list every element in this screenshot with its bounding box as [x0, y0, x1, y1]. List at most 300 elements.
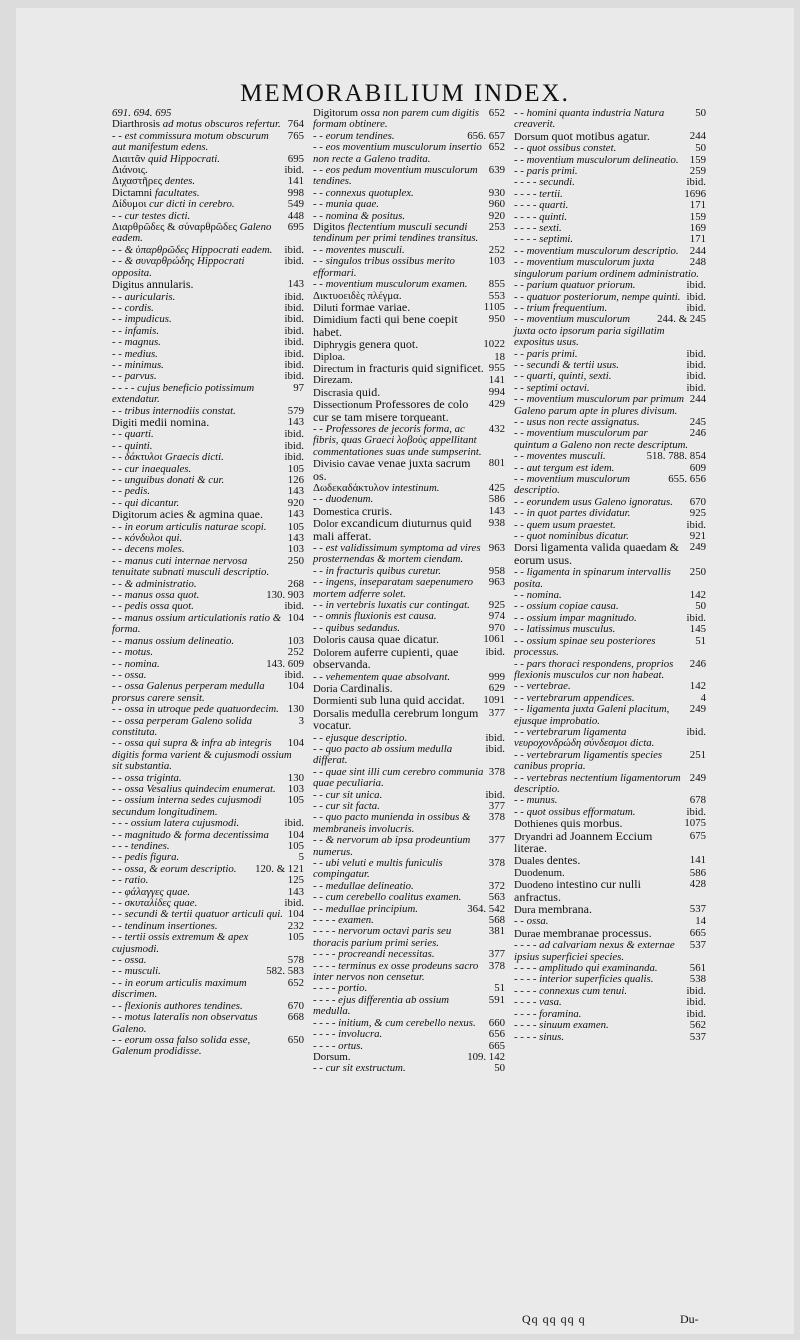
page-ref: 251: [689, 748, 706, 761]
page-ref: ibid.: [284, 600, 304, 613]
page-ref: 143: [488, 504, 505, 517]
index-headword: Δικτυοειδὲς πλέγμα.: [313, 289, 402, 302]
page-ref: ibid.: [284, 370, 304, 383]
index-text: - - - - amplitudo qui examinanda.: [514, 962, 658, 975]
index-text: medii nomina.: [139, 414, 210, 429]
page-ref: ibid.: [284, 336, 304, 349]
index-headword: Discrasia: [313, 386, 356, 399]
index-entry: [313, 375, 505, 386]
index-text: - - secundi & tertii usus.: [514, 358, 619, 371]
page-ref: ibid.: [485, 645, 505, 658]
page-ref: 364. 542: [467, 902, 505, 915]
page-ref: 141: [287, 175, 304, 188]
index-text: - - est commissura motum obscurum aut manifestum edens.: [112, 129, 269, 154]
index-text: - - ossium impar magnitudo.: [514, 611, 637, 624]
page-ref: 801: [488, 457, 505, 470]
index-text: - - paris primi.: [514, 165, 578, 178]
index-text: - - omnis fluxionis est causa.: [313, 610, 437, 623]
page-ref: 652: [287, 976, 304, 989]
page-ref: ibid.: [284, 451, 304, 464]
page-ref: 429: [488, 398, 505, 411]
index-text: - - - - portio.: [313, 982, 368, 995]
page-ref: 998: [287, 186, 304, 199]
index-text: - - eos pedum moventium musculorum tendines.: [313, 164, 478, 188]
page-ref: 432: [488, 422, 505, 435]
index-entry: [514, 704, 706, 727]
index-text: - - ratio.: [112, 874, 149, 887]
index-text: membrana.: [538, 902, 592, 917]
index-text: membranae processus.: [543, 925, 652, 940]
index-text: - - - - ad calvariam nexus & externae ipsius superficiei species.: [514, 939, 675, 963]
index-text: - - medullae principium.: [313, 902, 418, 915]
index-text: - - - - initium, & cum cerebello nexus.: [313, 1016, 476, 1029]
page-ref: 578: [287, 954, 304, 967]
index-headword: Διχαστῆρες: [112, 175, 165, 188]
index-headword: Diluti: [313, 301, 341, 314]
index-text: - - connexus quotuplex.: [313, 186, 414, 199]
index-text: - - - - vasa.: [514, 996, 562, 1009]
page-ref: 652: [488, 141, 505, 154]
page-ref: 855: [488, 278, 505, 291]
index-text: - - ossa triginta.: [112, 771, 182, 784]
index-entry: [313, 858, 505, 881]
index-text: - - - - involucra.: [313, 1028, 383, 1041]
index-text: - - ligamenta juxta Galeni placitum, ejusque improbatio.: [514, 703, 670, 727]
page-ref: 549: [287, 198, 304, 211]
index-text: quis morbus.: [560, 816, 623, 831]
index-text: - - moventium musculorum juxta octo ipsorum paria sigillatim expositus usus.: [514, 313, 665, 349]
index-headword: Domestica: [313, 505, 362, 518]
page-ref: 143: [287, 415, 304, 428]
index-text: - - - - connexus cum tenui.: [514, 984, 628, 997]
page-ref: 1061: [483, 633, 505, 646]
index-headword: Divisio: [313, 458, 348, 471]
index-text: - - est validissimum symptoma ad vires prosternendas & mortem ciendam.: [313, 542, 481, 566]
index-entry: [514, 428, 706, 451]
page-ref: ibid.: [284, 164, 304, 177]
page-ref: 145: [689, 623, 706, 636]
index-text: - - - ossium latera cujusmodi.: [112, 817, 240, 830]
index-text: ad Joannem Eccium literae.: [514, 828, 653, 855]
index-text: - - - - procreandi necessitas.: [313, 948, 435, 961]
page-ref: 655. 656: [668, 473, 706, 485]
index-text: - - - - tertii.: [514, 187, 563, 200]
page-ref: ibid.: [686, 358, 706, 371]
index-text: - - - - interior superficies qualis.: [514, 973, 654, 986]
index-entry: [313, 399, 505, 424]
index-entry: [112, 932, 304, 955]
index-headword: Dorsum.: [313, 1050, 351, 1063]
page-ref: 1022: [483, 338, 505, 351]
index-text: - - decens moles.: [112, 543, 185, 556]
index-text: - - ligamenta in spinarum intervallis posita.: [514, 566, 671, 590]
index-text: intestino cur nulli anfractus.: [514, 877, 641, 904]
index-text: - - flexionis authores tendines.: [112, 999, 243, 1012]
index-text: - - & nervorum ab ipsa prodeuntium numerus.: [313, 834, 471, 858]
index-text: - - vehementem quae absolvant.: [313, 670, 451, 683]
page-ref: 253: [488, 221, 505, 234]
index-entry: [514, 567, 706, 590]
index-text: - - - - foramina.: [514, 1007, 582, 1020]
page-ref: 938: [488, 517, 505, 530]
page-ref: ibid.: [284, 324, 304, 337]
page-ref: ibid.: [686, 347, 706, 360]
index-text: - - impudicus.: [112, 313, 172, 326]
index-text: acies & agmina quae.: [159, 507, 263, 522]
index-text: - - nomina & positus.: [313, 209, 406, 222]
index-entry: [514, 1032, 706, 1043]
page-ref: 50: [494, 1062, 505, 1075]
page-ref: 50: [695, 142, 706, 155]
page-ref: ibid.: [686, 381, 706, 394]
index-text: - - parvus.: [112, 370, 157, 383]
page-ref: 104: [287, 828, 304, 841]
page-ref: 130: [287, 703, 304, 716]
index-text: - - eorundem usus Galeno ignoratus.: [514, 495, 673, 508]
page-ref: 120. & 121: [255, 862, 304, 875]
page-ref: 678: [689, 794, 706, 807]
index-text: - - ossa in utroque pede quatuordecim.: [112, 703, 279, 716]
index-text: flectentium musculi secundi tendinum per primi tendines transitus.: [313, 221, 479, 245]
page-ref: 142: [689, 589, 706, 602]
index-text: - - eos moventium musculorum insertio non recte a Galeno tradita.: [313, 141, 482, 165]
index-entry: [313, 1063, 505, 1074]
index-text: - - - - sinus.: [514, 1030, 565, 1043]
index-text: - - ubi veluti e multis funiculis compingatur.: [313, 857, 443, 881]
page-ref: 537: [689, 1030, 706, 1043]
index-text: auferre cupienti, quae observanda.: [313, 644, 459, 672]
index-headword: Διαρθρῶδες & σύναρθρῶδες: [112, 221, 240, 234]
index-text: - - moventium musculorum delineatio.: [514, 153, 679, 166]
page-ref: 104: [287, 908, 304, 921]
index-headword: Dimidium: [313, 314, 361, 327]
index-text: - - motus lateralis non observatus Galeno.: [112, 1011, 258, 1035]
index-text: - - secundi & tertii quatuor articuli qui.: [112, 908, 283, 921]
index-headword: Dorsi: [514, 542, 541, 555]
index-entry: [514, 879, 706, 904]
index-text: - - homini quanta industria Natura creaverit.: [514, 107, 665, 131]
index-text: - - - - quinti.: [514, 210, 568, 223]
page-ref: 660: [488, 1016, 505, 1029]
index-text: - - cum cerebello coalitus examen.: [313, 891, 462, 904]
page-ref: 171: [689, 199, 706, 212]
index-text: sub luna quid accidat.: [360, 693, 465, 708]
index-text: - - - - nervorum octavi paris seu thoracis parium primi series.: [313, 925, 452, 949]
index-text: quid Hippocrati.: [148, 152, 220, 165]
index-text: in fracturis quid significet.: [356, 360, 484, 375]
index-text: - - motus.: [112, 646, 154, 659]
index-text: - - ossium interna sedes cujusmodi secundum longitudinem.: [112, 794, 262, 818]
index-headword: Dorsalis: [313, 707, 352, 720]
index-headword: Dryandri: [514, 830, 556, 843]
page-ref: 105: [287, 931, 304, 944]
index-entry: [514, 108, 706, 131]
page-ref: 252: [488, 243, 505, 256]
index-text: - - ossa.: [112, 954, 147, 967]
page-ref: 582. 583: [266, 965, 304, 978]
index-text: - - infamis.: [112, 324, 160, 337]
index-text: - - musculi.: [112, 965, 161, 978]
index-column-2: [313, 108, 505, 1075]
index-headword: Digitus: [112, 279, 147, 292]
index-headword: Digiti: [112, 416, 140, 429]
index-entry: [313, 222, 505, 245]
index-text: - - - - terminus ex osse prodeuns sacro inter nervos non censetur.: [313, 959, 479, 984]
page-ref: 126: [287, 474, 304, 486]
index-entry: [112, 978, 304, 1001]
index-entry: [313, 644, 505, 672]
page-ref: 378: [488, 765, 505, 778]
index-text: - - - tendines.: [112, 840, 170, 852]
index-entry: [313, 458, 505, 483]
index-entry: [112, 1012, 304, 1035]
page-ref: 378: [488, 811, 505, 824]
page-ref: ibid.: [686, 805, 706, 818]
index-entry: [313, 705, 505, 733]
index-entry: [112, 222, 304, 245]
page-ref: 609: [689, 461, 706, 474]
page-ref: 561: [689, 962, 706, 975]
index-text: - - - - ortus.: [313, 1039, 364, 1052]
page-ref: ibid.: [485, 731, 505, 744]
index-entry: [514, 940, 706, 963]
index-text: ligamenta valida quaedam & eorum usus.: [514, 540, 679, 567]
page-ref: ibid.: [284, 358, 304, 371]
page-ref: 125: [287, 874, 304, 887]
index-text: - - nomina.: [514, 589, 562, 602]
index-text: - - ossa perperam Galeno solida constituta.: [112, 714, 253, 738]
index-headword: Doloris: [313, 634, 349, 647]
index-entry: [112, 556, 304, 579]
index-text: dentes.: [546, 853, 581, 868]
index-text: - - latissimus musculus.: [514, 623, 616, 636]
index-text: - - usus non recte assignatus.: [514, 415, 640, 428]
index-text: - - - - ejus differentia ab ossium medulla.: [313, 993, 450, 1018]
page-ref: 1091: [483, 694, 505, 707]
index-text: - - manus ossium delineatio.: [112, 634, 235, 647]
page-ref: 109. 142: [467, 1050, 505, 1063]
page-ref: 970: [488, 621, 505, 634]
page-ref: 105: [287, 840, 304, 852]
index-headword: Διάνοις.: [112, 164, 148, 177]
page-ref: 764: [287, 118, 304, 131]
page-ref: 248: [689, 256, 706, 269]
index-headword: Directum: [313, 362, 357, 375]
index-headword: Δίδυμοι: [112, 198, 150, 211]
index-text: intestinum.: [391, 482, 440, 494]
page-ref: 656. 657: [467, 129, 505, 142]
page-ref: 51: [494, 982, 505, 995]
index-text: dentes.: [164, 175, 196, 188]
page-ref: 50: [695, 107, 706, 119]
index-entry: [514, 828, 706, 856]
index-text: - - qui dicantur.: [112, 496, 180, 509]
index-entry: [112, 613, 304, 636]
index-text: - - ossa.: [112, 668, 147, 681]
page-ref: 378: [488, 959, 505, 972]
index-entry: [313, 543, 505, 566]
index-text: - - tendinum insertiones.: [112, 919, 218, 932]
signature-mark: Qq qq qq q: [522, 1312, 586, 1326]
index-text: - - quo pacto ab ossium medulla differat.: [313, 742, 453, 767]
page-ref: ibid.: [485, 788, 505, 801]
page-ref: 537: [689, 903, 706, 916]
index-headword: Direzam.: [313, 374, 353, 387]
index-headword: Diarthrosis: [112, 118, 163, 131]
page-ref: 159: [689, 153, 706, 166]
index-text: - - duodenum.: [313, 493, 374, 506]
page-ref: 999: [488, 670, 505, 683]
index-text: cur dicti in cerebro.: [149, 198, 235, 211]
page-ref: ibid.: [284, 817, 304, 830]
index-text: - - quot ossibus efformatum.: [514, 805, 636, 818]
index-text: - - moventes musculi.: [313, 243, 405, 256]
index-headword: Dura: [514, 904, 539, 917]
index-entry: [313, 165, 505, 188]
index-entry: [313, 926, 505, 949]
index-text: - - medullae delineatio.: [313, 879, 414, 892]
index-entry: [112, 256, 304, 279]
index-entry: [514, 474, 706, 497]
index-entry: [514, 542, 706, 567]
index-text: - - cur testes dicti.: [112, 209, 191, 222]
index-text: - - moventium musculorum par quintum a Galeno non recte descriptum.: [514, 427, 689, 451]
index-headword: Digitos: [313, 221, 348, 234]
page-ref: 250: [689, 566, 706, 579]
index-text: - - moventes musculi.: [514, 450, 606, 463]
index-text: - - parium quatuor priorum.: [514, 279, 636, 292]
index-entry: [313, 256, 505, 279]
page-ref: 955: [488, 361, 505, 374]
page-ref: ibid.: [284, 668, 304, 681]
index-text: - - quem usum praestet.: [514, 518, 616, 531]
index-text: - - magnus.: [112, 336, 161, 349]
index-text: excandicum diuturnus quid mali afferat.: [313, 516, 472, 543]
index-headword: Dothienes: [514, 818, 561, 831]
index-text: - - in eorum articulis naturae scopi.: [112, 520, 267, 533]
index-text: - - cur sit unica.: [313, 788, 383, 801]
index-column-1: [112, 108, 304, 1058]
page-ref: ibid.: [284, 301, 304, 314]
page-ref: 249: [689, 541, 706, 554]
index-text: - - paris primi.: [514, 347, 578, 360]
index-text: annularis.: [146, 277, 194, 292]
index-text: - - ossa Vesalius quindecim enumerat.: [112, 782, 276, 795]
page-ref: 249: [689, 703, 706, 716]
page-ref: 50: [695, 600, 706, 613]
index-entry: [112, 383, 304, 406]
page-ref: 670: [287, 999, 304, 1012]
index-text: - - in eorum articulis maximum discrimen.: [112, 976, 247, 1001]
page-ref: 246: [689, 427, 706, 440]
index-text: - - ossa Galenus perperam medulla prorsus carere sensit.: [112, 680, 265, 704]
page-ref: 381: [488, 925, 505, 938]
index-headword: Dorsum: [514, 130, 552, 143]
index-text: - - δάκτυλοι Graecis dicti.: [112, 451, 224, 464]
page-ref: 950: [488, 313, 505, 326]
page-ref: 103: [287, 543, 304, 556]
page-ref: 377: [488, 799, 505, 812]
page-ref: 425: [488, 482, 505, 494]
page-ref: 378: [488, 857, 505, 869]
index-text: - - quibus sedandus.: [313, 621, 400, 634]
index-entry: [112, 1035, 304, 1058]
index-text: - - auricularis.: [112, 290, 176, 303]
page-ref: 130. 903: [266, 589, 304, 602]
page-ref: 103: [287, 634, 304, 647]
index-entry: [313, 577, 505, 600]
index-text: - - quo pacto munienda in ossibus & membraneis involucris.: [313, 811, 471, 835]
page-ref: 377: [488, 706, 505, 719]
index-text: - - pedis figura.: [112, 851, 180, 864]
index-text: - - pedis ossa quot.: [112, 600, 194, 613]
index-entry: [514, 394, 706, 417]
index-text: - - vertebrarum ligamentis species canibus propria.: [514, 748, 663, 773]
index-text: - - & administratio.: [112, 577, 197, 590]
index-text: - - cur inaequales.: [112, 462, 192, 475]
page-ref: 104: [287, 611, 304, 624]
index-text: - - φάλαγγες quae.: [112, 885, 191, 898]
index-entry: [313, 494, 505, 505]
page-ref: 159: [689, 210, 706, 223]
index-text: - - - - secundi.: [514, 176, 575, 189]
index-text: - - - - sexti.: [514, 222, 562, 235]
index-text: - - tribus internodiis constat.: [112, 404, 236, 417]
index-text: - - ossa.: [514, 915, 549, 928]
page-ref: 675: [689, 829, 706, 842]
page-ref: 105: [287, 794, 304, 807]
page-ref: 143: [287, 508, 304, 521]
index-text: Professores de colo cur se tam misere torqueant.: [313, 397, 469, 424]
page-ref: 656: [488, 1028, 505, 1041]
index-text: cruris.: [361, 503, 393, 518]
index-text: - - eorum ossa falso solida esse, Galenum prodidisse.: [112, 1033, 251, 1058]
index-text: - - vertebrae.: [514, 680, 571, 693]
index-text: - - manus ossium articulationis ratio & forma.: [112, 611, 282, 636]
page-ref: 1075: [684, 817, 706, 830]
page-title: MEMORABILIUM INDEX.: [240, 80, 570, 107]
page-ref: 665: [689, 926, 706, 939]
index-entry: [112, 681, 304, 704]
index-headword: Dormienti: [313, 695, 361, 708]
page-ref: 448: [287, 209, 304, 222]
page-ref: 250: [287, 554, 304, 567]
index-headword: Dolor: [313, 518, 341, 531]
index-text: - - munia quae.: [313, 198, 379, 211]
index-text: - - vertebrarum ligamenta νευροχονδρώδη σύνδεσμοι dicta.: [514, 725, 655, 750]
index-text: - - ejusque descriptio.: [313, 731, 408, 744]
page-ref: 143: [287, 885, 304, 898]
page-ref: 105: [287, 520, 304, 533]
page-ref: ibid.: [686, 370, 706, 383]
page-ref: 143: [287, 532, 304, 545]
index-text: - - quae sint illi cum cerebro communia quae peculiaria.: [313, 765, 484, 790]
index-entry: [313, 767, 505, 790]
page-ref: 695: [287, 221, 304, 234]
index-entry: [313, 812, 505, 835]
index-text: - - cur sit exstructum.: [313, 1062, 406, 1075]
page-ref: ibid.: [284, 897, 304, 910]
index-entry: [514, 773, 706, 796]
page-ref: 244: [689, 393, 706, 406]
page-ref: 169: [689, 222, 706, 235]
page-ref: ibid.: [284, 255, 304, 268]
page-ref: 259: [689, 165, 706, 178]
index-text: ossa non parem cum digitis formam obtinere.: [313, 107, 480, 131]
index-text: - - in quot partes dividatur.: [514, 507, 631, 520]
page-ref: 171: [689, 233, 706, 246]
page-ref: 579: [287, 404, 304, 417]
